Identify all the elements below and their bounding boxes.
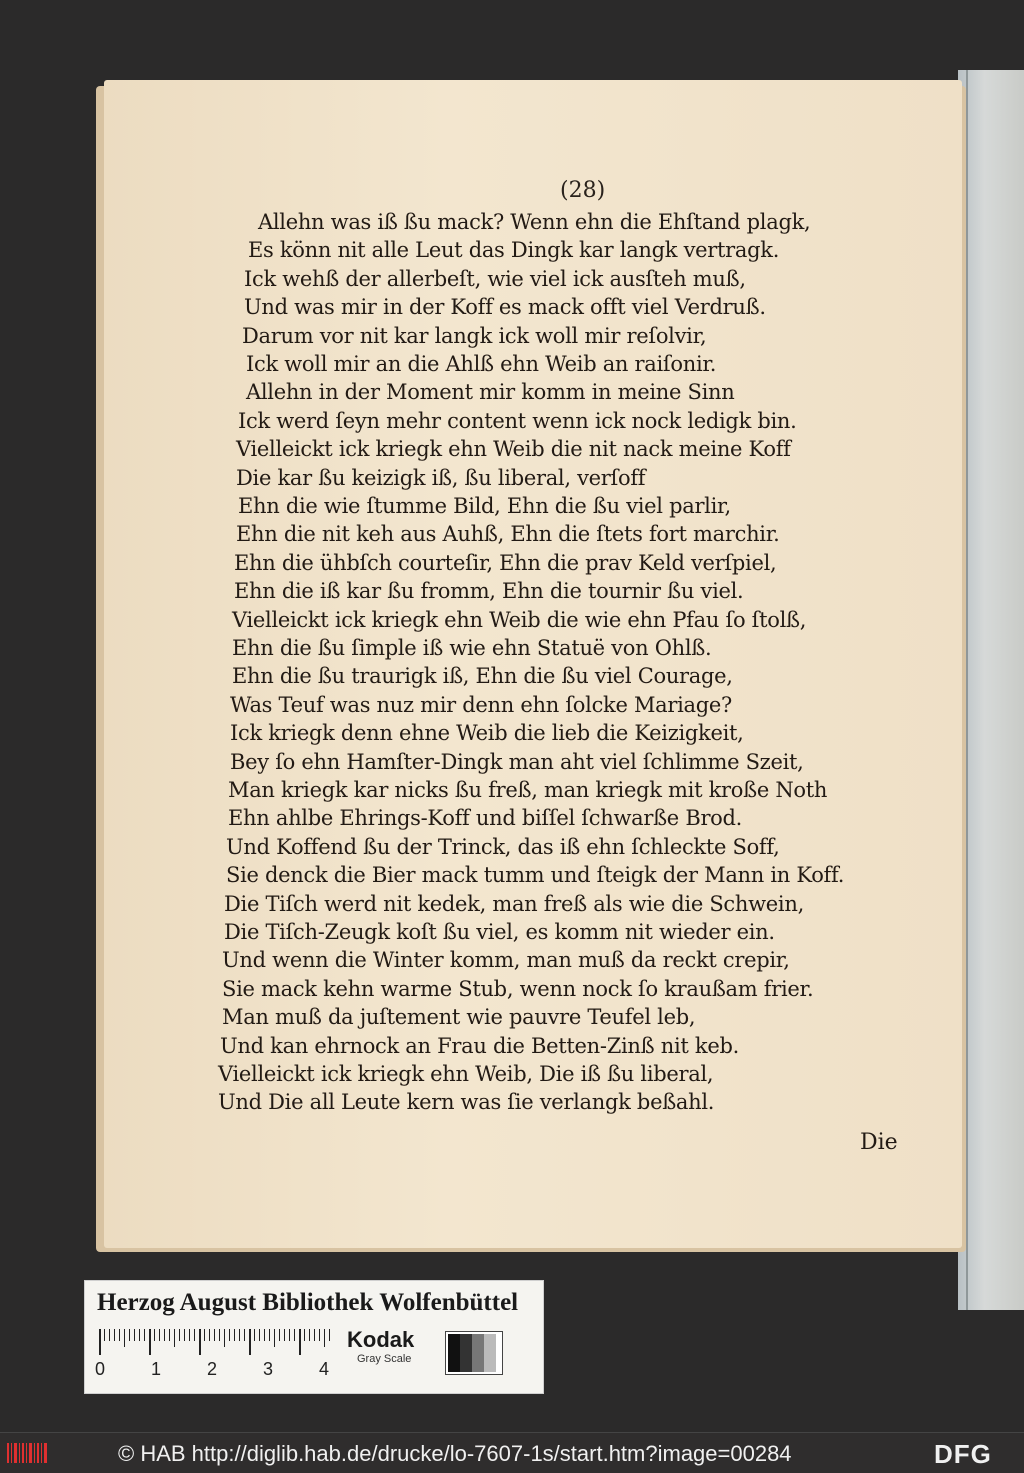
ruler-tick	[269, 1329, 270, 1341]
ruler-tick	[204, 1329, 205, 1341]
footer-bar	[0, 1432, 1024, 1473]
ruler-tick	[304, 1329, 305, 1341]
text-line: Ehn die nit keh aus Auhß, Ehn die ſtets fort marchir.	[236, 522, 780, 547]
library-label	[84, 1280, 544, 1394]
dfg-logo: DFG	[934, 1439, 992, 1469]
ruler-tick	[169, 1329, 170, 1341]
text-line: Ick werd ſeyn mehr content wenn ick nock ledigk bin.	[238, 408, 797, 433]
swatch-dark	[460, 1334, 472, 1372]
ruler-tick	[189, 1329, 190, 1341]
library-name: Herzog August Bibliothek Wolfenbüttel	[97, 1289, 519, 1316]
ruler-tick	[119, 1329, 120, 1341]
footer-credit-link[interactable]: © HAB http://diglib.hab.de/drucke/lo-7607-1s/start.htm?image=00284	[118, 1441, 792, 1466]
ruler-tick	[179, 1329, 180, 1341]
ruler-tick	[184, 1329, 185, 1341]
ruler-tick	[274, 1329, 275, 1347]
ruler-tick	[219, 1329, 220, 1341]
swatch-light	[484, 1334, 496, 1372]
text-line: Ehn die ßu traurigk iß, Ehn die ßu viel Courage,	[232, 664, 733, 689]
ruler-scale	[99, 1329, 331, 1357]
text-line: Ehn die wie ſtumme Bild, Ehn die ßu viel parlir,	[238, 494, 731, 518]
ruler-number: 4	[319, 1359, 330, 1379]
ruler-tick	[229, 1329, 230, 1341]
ruler-tick	[284, 1329, 285, 1341]
ruler-tick	[104, 1329, 105, 1341]
ruler-tick	[329, 1329, 330, 1341]
text-line: Und kan ehrnock an Frau die Betten-Zinß nit keb.	[220, 1033, 739, 1058]
catchword: Die	[860, 1130, 898, 1155]
swatch-black	[448, 1334, 460, 1372]
ruler-tick	[224, 1329, 225, 1347]
text-line: Darum vor nit kar langk ick woll mir reſolvir,	[242, 323, 707, 348]
ruler-tick	[319, 1329, 320, 1341]
text-line: Und was mir in der Koff es mack offt viel Verdruß.	[244, 295, 766, 320]
ruler-tick	[129, 1329, 130, 1341]
ruler-tick	[99, 1329, 101, 1355]
text-line: Ehn die iß kar ßu fromm, Ehn die tournir ßu viel.	[234, 579, 744, 604]
ruler-tick	[294, 1329, 295, 1341]
ruler-tick	[314, 1329, 315, 1341]
ruler-tick	[234, 1329, 235, 1341]
ruler-tick	[254, 1329, 255, 1341]
text-line: Allehn was iß ßu mack? Wenn ehn die Ehſtand plagk,	[258, 210, 811, 234]
ruler-tick	[309, 1329, 310, 1341]
text-line: Man muß da juſtement wie pauvre Teufel leb,	[222, 1005, 696, 1030]
text-line: Man kriegk kar nicks ßu freß, man kriegk mit kroße Noth	[228, 778, 828, 802]
ruler-tick	[239, 1329, 240, 1341]
ruler-tick	[124, 1329, 125, 1347]
text-line: Die kar ßu keizigk iß, ßu liberal, verſoff	[236, 465, 646, 490]
ruler-tick	[159, 1329, 160, 1341]
ruler-tick	[139, 1329, 140, 1341]
ruler-tick	[114, 1329, 115, 1341]
text-line: Vielleickt ick kriegk ehn Weib, Die iß ßu liberal,	[218, 1062, 714, 1086]
text-line: Allehn in der Moment mir komm in meine Sinn	[246, 380, 735, 405]
text-line: Und wenn die Winter komm, man muß da reckt crepir,	[222, 948, 790, 973]
ruler-tick	[134, 1329, 135, 1341]
ruler-tick	[174, 1329, 175, 1347]
text-line: Vielleickt ick kriegk ehn Weib die nit nack meine Koff	[236, 437, 791, 462]
text-line: Ick woll mir an die Ahlß ehn Weib an raiſonir.	[246, 352, 717, 376]
text-line: Bey ſo ehn Hamſter-Dingk man aht viel ſchlimme Szeit,	[230, 749, 804, 774]
ruler-tick	[199, 1329, 201, 1355]
ruler-tick	[244, 1329, 245, 1341]
text-line: Die Tiſch-Zeugk koſt ßu viel, es komm nit wieder ein.	[224, 920, 775, 944]
gray-scale-swatch	[445, 1331, 503, 1375]
text-line: Die Tiſch werd nit kedek, man freß als wie die Schwein,	[224, 891, 804, 916]
text-line: Ick wehß der allerbeſt, wie viel ick ausſteh muß,	[244, 266, 746, 291]
ruler-number: 1	[151, 1359, 162, 1379]
text-line: Vielleickt ick kriegk ehn Weib die wie ehn Pfau ſo ſtolß,	[232, 607, 807, 632]
ruler-tick	[324, 1329, 325, 1347]
ruler-tick	[164, 1329, 165, 1341]
ruler-tick	[209, 1329, 210, 1341]
ruler-tick	[149, 1329, 151, 1355]
text-line: Was Teuf was nuz mir denn ehn ſolcke Mariage?	[230, 692, 732, 717]
ruler-tick	[249, 1329, 251, 1355]
ruler-tick	[214, 1329, 215, 1341]
ruler-number: 2	[207, 1359, 218, 1379]
ruler-tick	[299, 1329, 301, 1355]
ruler-tick	[259, 1329, 260, 1341]
page-gutter	[966, 70, 968, 1310]
ruler-tick	[194, 1329, 195, 1341]
text-line: Ehn ahlbe Ehrings-Koff und biſſel ſchwarße Brod.	[228, 806, 743, 831]
barcode-icon	[6, 1441, 50, 1465]
text-line: Sie mack kehn warme Stub, wenn nock ſo kraußam frier.	[222, 976, 814, 1001]
swatch-mid	[472, 1334, 484, 1372]
ruler-tick	[109, 1329, 110, 1341]
page-number: (28)	[560, 178, 606, 203]
ruler-tick	[264, 1329, 265, 1341]
text-line: Ehn die ühbſch courteſir, Ehn die prav Keld verſpiel,	[234, 550, 777, 575]
text-line: Und Koffend ßu der Trinck, das iß ehn ſchleckte Soff,	[226, 834, 780, 859]
ruler-tick	[144, 1329, 145, 1341]
text-line: Ehn die ßu ſimple iß wie ehn Statuë von Ohlß.	[232, 636, 712, 660]
ruler-tick	[279, 1329, 280, 1341]
ruler-tick	[154, 1329, 155, 1341]
ruler-tick	[289, 1329, 290, 1341]
text-line: Ick kriegk denn ehne Weib die lieb die Keizigkeit,	[230, 721, 744, 746]
ruler-number: 0	[95, 1359, 106, 1379]
kodak-gray-scale-label: Gray Scale	[357, 1353, 412, 1365]
kodak-brand: Kodak	[347, 1327, 415, 1352]
ruler-number: 3	[263, 1359, 274, 1379]
text-line: Es könn nit alle Leut das Dingk kar langk vertragk.	[248, 238, 780, 263]
text-line: Und Die all Leute kern was ſie verlangk beßahl.	[218, 1090, 715, 1115]
text-line: Sie denck die Bier mack tumm und ſteigk der Mann in Koff.	[226, 863, 845, 888]
